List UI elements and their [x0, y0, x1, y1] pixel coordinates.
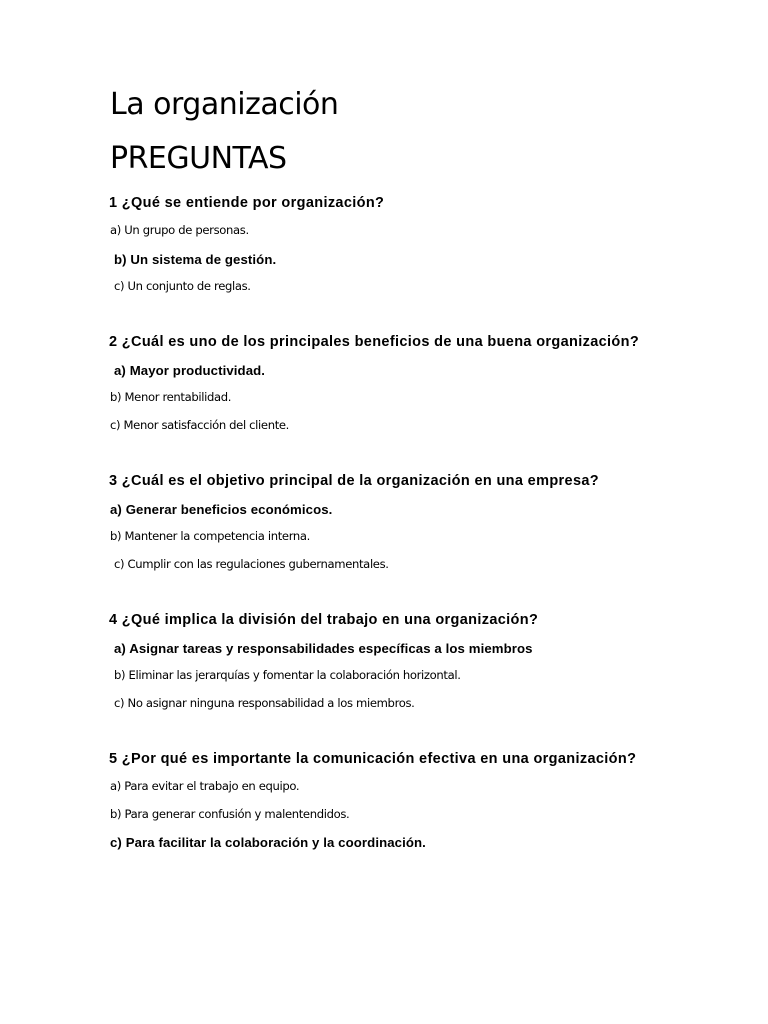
- question-3-option-c: c) Cumplir con las regulaciones gubernamentales.: [114, 557, 389, 571]
- question-2-option-b: b) Menor rentabilidad.: [110, 390, 232, 404]
- question-4: 4 ¿Qué implica la división del trabajo en una organización?: [109, 612, 539, 628]
- question-3-option-a: a) Generar beneficios económicos.: [110, 502, 333, 517]
- question-4-option-c: c) No asignar ninguna responsabilidad a los miembros.: [114, 696, 415, 710]
- question-2-option-c: c) Menor satisfacción del cliente.: [110, 418, 290, 432]
- question-2: 2 ¿Cuál es uno de los principales beneficios de una buena organización?: [109, 334, 640, 350]
- question-3: 3 ¿Cuál es el objetivo principal de la organización en una empresa?: [109, 473, 599, 489]
- question-1-option-c: c) Un conjunto de reglas.: [114, 279, 251, 293]
- question-1-option-a: a) Un grupo de personas.: [110, 223, 249, 237]
- question-4-option-a: a) Asignar tareas y responsabilidades específicas a los miembros: [114, 641, 533, 656]
- question-5-option-c: c) Para facilitar la colaboración y la coordinación.: [110, 835, 426, 850]
- question-4-option-b: b) Eliminar las jerarquías y fomentar la colaboración horizontal.: [114, 668, 461, 682]
- question-5-option-b: b) Para generar confusión y malentendidos.: [110, 807, 350, 821]
- question-5-option-a: a) Para evitar el trabajo en equipo.: [110, 779, 300, 793]
- question-5: 5 ¿Por qué es importante la comunicación efectiva en una organización?: [109, 751, 637, 767]
- section-heading: PREGUNTAS: [110, 141, 287, 176]
- question-1-option-b: b) Un sistema de gestión.: [114, 252, 277, 267]
- question-3-option-b: b) Mantener la competencia interna.: [110, 529, 311, 543]
- page-title: La organización: [110, 87, 339, 122]
- question-1: 1 ¿Qué se entiende por organización?: [109, 195, 385, 211]
- question-2-option-a: a) Mayor productividad.: [114, 363, 266, 378]
